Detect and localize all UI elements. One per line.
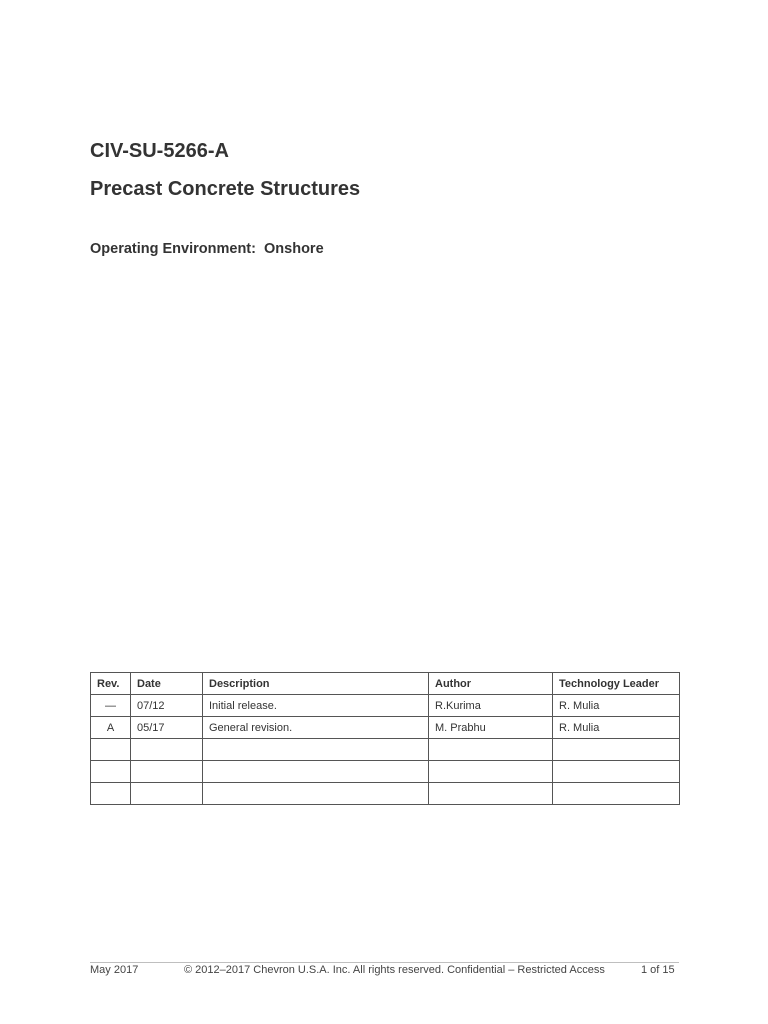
cell-author (429, 739, 553, 761)
cell-rev (91, 783, 131, 805)
cell-rev: — (91, 695, 131, 717)
cell-date (131, 783, 203, 805)
table-row (91, 739, 680, 761)
cell-rev (91, 739, 131, 761)
footer-divider (90, 962, 679, 963)
header-technology-leader: Technology Leader (553, 673, 680, 695)
cell-technology-leader (553, 739, 680, 761)
footer-date: May 2017 (90, 964, 139, 976)
cell-date (131, 739, 203, 761)
cell-rev: A (91, 717, 131, 739)
table-row (91, 695, 680, 717)
document-number: CIV-SU-5266-A (90, 140, 229, 162)
cell-technology-leader (553, 783, 680, 805)
revision-table (90, 672, 680, 805)
header-date: Date (131, 673, 203, 695)
cell-author: R.Kurima (429, 695, 553, 717)
cell-description (203, 761, 429, 783)
cell-date (131, 761, 203, 783)
cell-date: 05/17 (131, 717, 203, 739)
table-row (91, 783, 680, 805)
cell-description: General revision. (203, 717, 429, 739)
header-description: Description (203, 673, 429, 695)
cell-author (429, 761, 553, 783)
footer-copyright: © 2012–2017 Chevron U.S.A. Inc. All rights reserved. Confidential – Restricted Access (184, 964, 605, 976)
document-title: Precast Concrete Structures (90, 178, 361, 200)
footer-page-number: 1 of 15 (641, 964, 675, 976)
operating-environment: Operating Environment: Onshore (90, 241, 324, 257)
revision-table-header-row (91, 673, 680, 695)
cell-date: 07/12 (131, 695, 203, 717)
cell-rev (91, 761, 131, 783)
cell-technology-leader (553, 761, 680, 783)
cell-technology-leader: R. Mulia (553, 695, 680, 717)
header-author: Author (429, 673, 553, 695)
header-rev: Rev. (91, 673, 131, 695)
cell-author (429, 783, 553, 805)
cell-description: Initial release. (203, 695, 429, 717)
cell-technology-leader: R. Mulia (553, 717, 680, 739)
cell-description (203, 739, 429, 761)
table-row (91, 761, 680, 783)
cell-description (203, 783, 429, 805)
table-row (91, 717, 680, 739)
cell-author: M. Prabhu (429, 717, 553, 739)
